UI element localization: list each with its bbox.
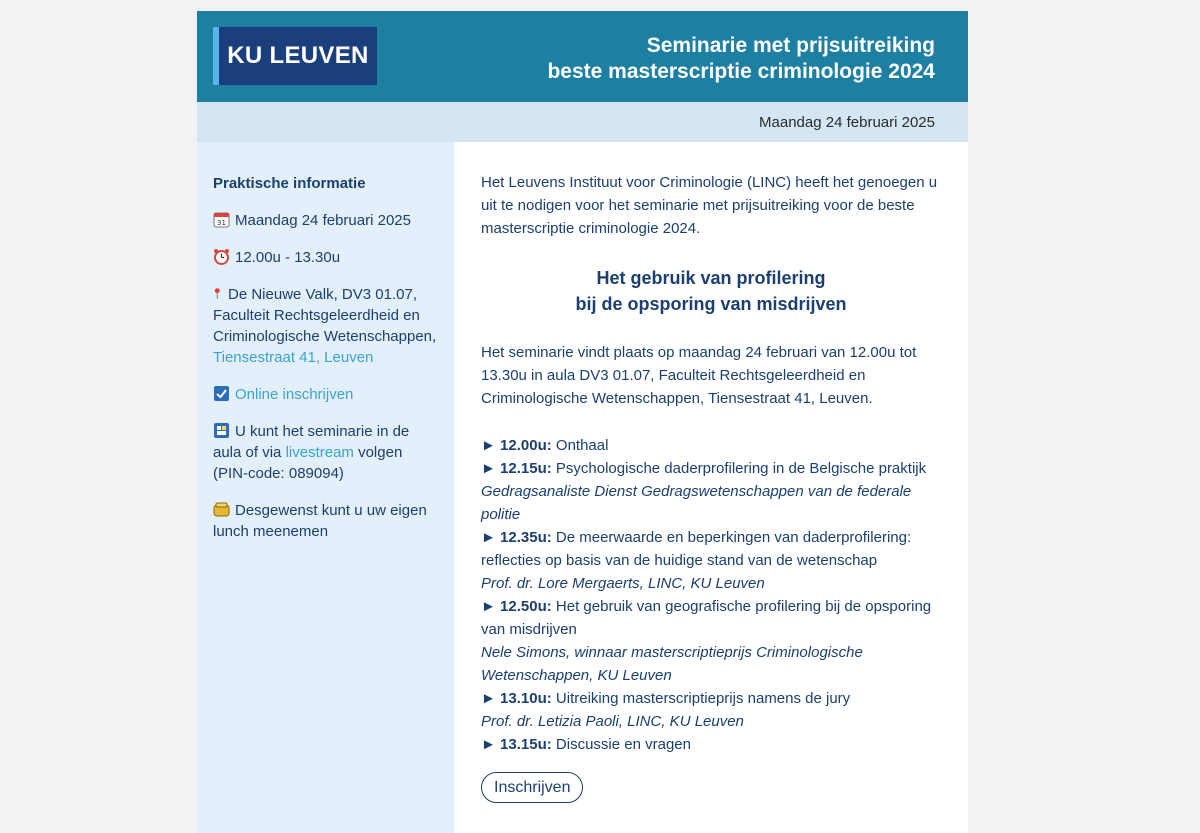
title-line-1: Seminarie met prijsuitreiking xyxy=(646,34,935,57)
calendar-icon xyxy=(213,211,230,228)
program-speaker: Nele Simons, winnaar masterscriptieprijs Criminologische Wetenschappen, KU Leuven xyxy=(481,644,863,684)
sidebar-time: 12.00u - 13.30u xyxy=(213,247,438,268)
page-title xyxy=(547,33,935,85)
bullet-icon: ► xyxy=(481,437,496,454)
sidebar-heading: Praktische informatie xyxy=(213,175,366,192)
sidebar-stream: U kunt het seminarie in de aula of via livestream volgen (PIN-code: 089094) xyxy=(213,423,410,482)
sidebar-location: De Nieuwe Valk, DV3 01.07, Faculteit Rechtsgeleerdheid en Criminologische Wetenschappen, Tiensestraat 41, Leuven xyxy=(213,286,437,366)
sidebar-lunch: Desgewenst kunt u uw eigen lunch meenemen xyxy=(213,502,427,540)
header xyxy=(197,11,968,102)
checkbox-icon xyxy=(213,385,230,402)
main-content xyxy=(454,142,968,833)
location-link[interactable]: Tiensestraat 41, Leuven xyxy=(213,349,374,366)
bullet-icon: ► xyxy=(481,460,496,477)
program-item: ► 12.50u: Het gebruik van geografische profilering bij de opsporing van misdrijven Nele Simons, winnaar masterscriptieprijs Criminologische Wetenschappen, KU Leuven xyxy=(481,595,941,687)
logo-text: KU LEUVEN xyxy=(227,42,369,69)
subtitle-line-1: Het gebruik van profilering xyxy=(596,268,826,288)
program-list xyxy=(481,434,941,756)
subtitle-line-2: bij de opsporing van misdrijven xyxy=(575,294,847,314)
title-line-2: beste masterscriptie criminologie 2024 xyxy=(547,60,935,83)
event-date: Maandag 24 februari 2025 xyxy=(759,114,935,131)
online-register-link[interactable]: Online inschrijven xyxy=(235,386,354,403)
bullet-icon: ► xyxy=(481,598,496,615)
program-item: ► 13.10u: Uitreiking masterscriptieprijs namens de jury Prof. dr. Letizia Paoli, LINC, KU Leuven xyxy=(481,687,941,733)
details-text: Het seminarie vindt plaats op maandag 24 februari van 12.00u tot 13.30u in aula DV3 01.07, Faculteit Rechtsgeleerdheid en Criminologische Wetenschappen, Tiensestraat 41, Leuven. xyxy=(481,344,917,407)
program-speaker: Prof. dr. Letizia Paoli, LINC, KU Leuven xyxy=(481,713,744,730)
pushpin-icon xyxy=(213,285,225,302)
program-item: ► 12.00u: Onthaal xyxy=(481,437,609,454)
date-bar xyxy=(197,102,968,142)
ku-leuven-logo[interactable] xyxy=(213,27,377,85)
bullet-icon: ► xyxy=(481,529,496,546)
program-item: ► 13.15u: Discussie en vragen xyxy=(481,736,691,753)
livestream-link[interactable]: livestream xyxy=(285,444,354,461)
program-item: ► 12.15u: Psychologische daderprofilering in de Belgische praktijk Gedragsanaliste Dienst Gedragswetenschappen van de federale politie xyxy=(481,457,941,526)
register-button[interactable]: Inschrijven xyxy=(481,772,583,803)
alarm-clock-icon xyxy=(213,248,230,265)
intro-text: Het Leuvens Instituut voor Criminologie (LINC) heeft het genoegen u uit te nodigen voor het seminarie met prijsuitreiking voor de beste masterscriptie criminologie 2024. xyxy=(481,174,938,237)
program-item: ► 12.35u: De meerwaarde en beperkingen van daderprofilering: reflecties op basis van de huidige stand van de wetenschap Prof. dr. Lore Mergaerts, LINC, KU Leuven xyxy=(481,526,941,595)
program-speaker: Prof. dr. Lore Mergaerts, LINC, KU Leuven xyxy=(481,575,765,592)
email-body xyxy=(197,11,968,833)
bullet-icon: ► xyxy=(481,690,496,707)
screen-icon xyxy=(213,422,230,439)
svg-text:31: 31 xyxy=(217,219,226,227)
lunchbox-icon xyxy=(213,501,230,518)
sidebar-date: 31 Maandag 24 februari 2025 xyxy=(213,210,438,231)
program-speaker: Gedragsanaliste Dienst Gedragswetenschappen van de federale politie xyxy=(481,483,912,523)
seminar-subtitle xyxy=(481,265,941,317)
sidebar-register xyxy=(213,384,438,405)
sidebar xyxy=(197,142,454,833)
bullet-icon: ► xyxy=(481,736,496,753)
